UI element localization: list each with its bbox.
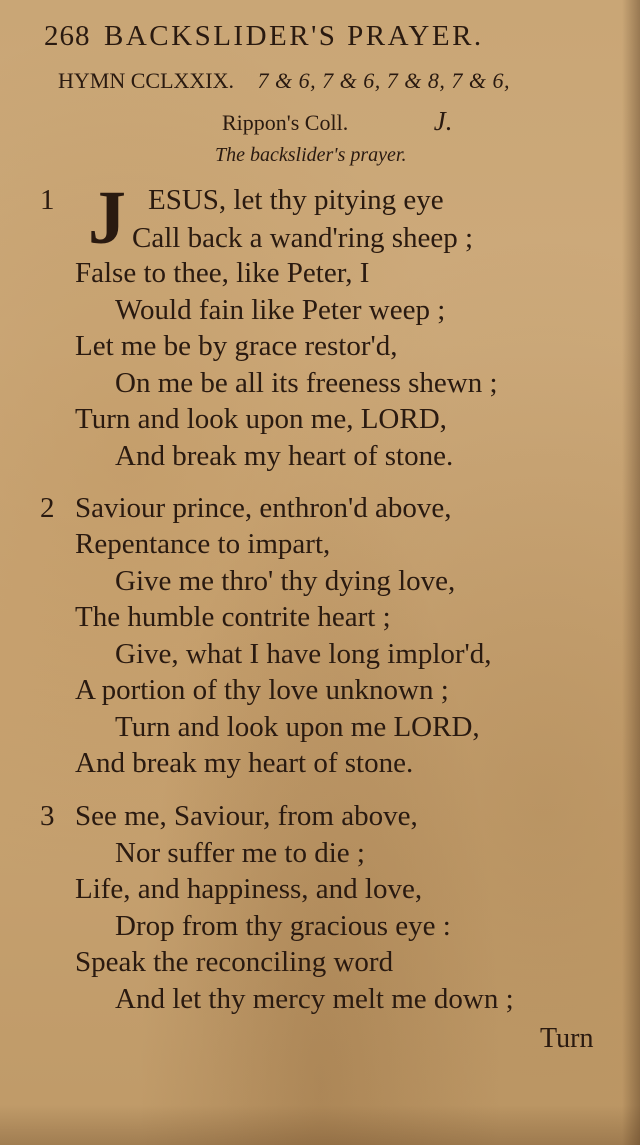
page-edge-shadow	[622, 0, 640, 1145]
hymn-heading	[58, 68, 510, 94]
verse-line: Life, and happiness, and love,	[75, 873, 423, 905]
author-initial: J.	[433, 106, 453, 136]
page-header	[44, 20, 584, 60]
hymn-subtitle: The backslider's prayer.	[215, 144, 407, 166]
verse-line: See me, Saviour, from above,	[75, 800, 418, 832]
verse-line: On me be all its freeness shewn ;	[115, 367, 498, 399]
verse-line: Turn and look upon me, LORD,	[75, 403, 447, 435]
hymn-meter: 7 & 6, 7 & 6, 7 & 8, 7 & 6,	[257, 68, 510, 93]
verse-line: False to thee, like Peter, I	[75, 257, 370, 289]
verse-line: And break my heart of stone.	[75, 747, 414, 779]
verse-line: Speak the reconciling word	[75, 946, 394, 978]
verse-line: The humble contrite heart ;	[75, 601, 391, 633]
verse-line: A portion of thy love unknown ;	[75, 674, 449, 706]
verse-line: Nor suffer me to die ;	[115, 837, 365, 869]
verse-line: And let thy mercy melt me down ;	[115, 983, 514, 1015]
verse-line: And break my heart of stone.	[115, 440, 454, 472]
verse-line: Call back a wand'ring sheep ;	[132, 222, 474, 254]
running-title: BACKSLIDER'S PRAYER.	[104, 20, 484, 52]
page-number: 268	[44, 20, 91, 52]
verse-line: Give, what I have long implor'd,	[115, 638, 492, 670]
verse-line: Let me be by grace restor'd,	[75, 330, 398, 362]
verse-line: Give me thro' thy dying love,	[115, 565, 456, 597]
source-collection: Rippon's Coll.	[222, 110, 349, 135]
verse-line: Would fain like Peter weep ;	[115, 294, 446, 326]
page-bottom-shadow	[0, 1105, 640, 1145]
verse-line: Turn and look upon me LORD,	[115, 711, 480, 743]
catchword: Turn	[540, 1023, 594, 1054]
verse-line: Drop from thy gracious eye :	[115, 910, 451, 942]
stanza-number: 3	[40, 800, 55, 832]
stanza-number: 1	[40, 184, 55, 216]
verse-line: Repentance to impart,	[75, 528, 331, 560]
verse-line: Saviour prince, enthron'd above,	[75, 492, 452, 524]
hymn-source	[222, 106, 452, 137]
hymn-number: HYMN CCLXXIX.	[58, 68, 234, 93]
drop-cap: J	[88, 176, 126, 260]
verse-line: ESUS, let thy pitying eye	[148, 184, 444, 216]
stanza-number: 2	[40, 492, 55, 524]
